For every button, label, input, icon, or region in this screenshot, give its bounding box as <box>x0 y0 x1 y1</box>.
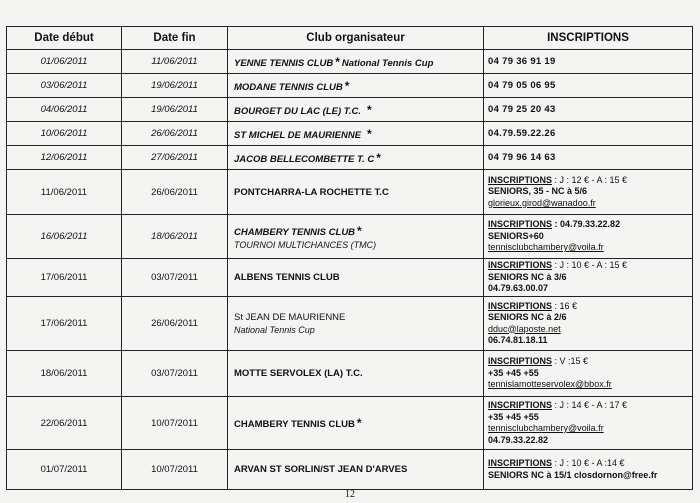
inscription-price: : J : 12 € - A : 15 € <box>552 174 628 185</box>
club-name: ARVAN ST SORLIN/ST JEAN D'ARVES <box>228 450 484 490</box>
club-name <box>228 297 484 351</box>
inscriptions-label: INSCRIPTIONS <box>488 458 553 468</box>
inscription-email[interactable]: dduc@laposte.net <box>488 323 561 334</box>
end-date: 27/06/2011 <box>122 146 228 170</box>
start-date: 17/06/2011 <box>7 297 122 351</box>
inscription-category: SENIORS NC à 15/1 closdornon@free.fr <box>488 469 658 480</box>
club-label: JACOB BELLECOMBETTE T. C <box>234 153 375 165</box>
end-date: 19/06/2011 <box>122 74 228 98</box>
start-date: 16/06/2011 <box>7 215 122 259</box>
start-date: 01/07/2011 <box>7 450 122 490</box>
star-marker: * <box>356 416 362 430</box>
end-date: 11/06/2011 <box>122 50 228 74</box>
tournament-table <box>6 26 693 490</box>
inscription-email[interactable]: tennisclubchambery@voila.fr <box>488 423 604 433</box>
inscriptions-label: INSCRIPTIONS <box>488 400 553 410</box>
header-end-date: Date fin <box>122 27 228 50</box>
start-date: 22/06/2011 <box>7 397 122 450</box>
inscriptions-label: INSCRIPTIONS <box>488 356 553 367</box>
club-name <box>228 74 484 98</box>
inscription-category: SENIORS, 35 - NC à 5/6 <box>488 186 588 197</box>
inscription-category: SENIORS NC à 2/6 <box>488 312 567 322</box>
table-row <box>7 297 693 351</box>
inscription-phone: 04 79 36 91 19 <box>484 50 693 74</box>
star-marker: * <box>335 54 340 69</box>
club-subtitle: National Tennis Cup <box>341 57 434 69</box>
inscription-phone: 04.79.59.22.26 <box>484 122 693 146</box>
club-name <box>228 146 484 170</box>
inscription-details <box>484 170 693 215</box>
club-label: ST MICHEL DE MAURIENNE <box>234 129 362 141</box>
inscription-phone: 04 79 96 14 63 <box>484 146 693 170</box>
end-date: 03/07/2011 <box>122 259 228 297</box>
table-row <box>7 50 693 74</box>
star-marker: * <box>367 102 372 117</box>
inscription-details <box>484 450 693 490</box>
club-name <box>228 98 484 122</box>
inscription-price: : 16 € <box>552 300 578 311</box>
star-marker: * <box>357 223 362 238</box>
club-name <box>228 122 484 146</box>
table-row <box>7 397 693 450</box>
start-date: 01/06/2011 <box>7 50 122 74</box>
table-row <box>7 170 693 215</box>
table-row <box>7 146 693 170</box>
inscriptions-label: INSCRIPTIONS <box>488 219 553 230</box>
inscription-email[interactable]: glorieux.girod@wanadoo.fr <box>488 197 596 208</box>
end-date: 10/07/2011 <box>122 450 228 490</box>
header-start-date: Date début <box>7 27 122 50</box>
club-label: St JEAN DE MAURIENNE <box>234 312 346 323</box>
inscription-email[interactable]: tennisclubchambery@voila.fr <box>488 242 604 253</box>
page-number: 12 <box>345 489 355 500</box>
inscription-category: +35 +45 +55 <box>488 411 539 422</box>
header-inscriptions: INSCRIPTIONS <box>484 27 693 50</box>
star-marker: * <box>367 126 372 141</box>
inscription-details <box>484 297 693 351</box>
start-date: 11/06/2011 <box>7 170 122 215</box>
table-row <box>7 450 693 490</box>
inscriptions-label: INSCRIPTIONS <box>488 174 553 185</box>
club-name: ALBENS TENNIS CLUB <box>228 259 484 297</box>
inscription-price: : V :15 € <box>552 356 589 367</box>
club-name: PONTCHARRA-LA ROCHETTE T.C <box>228 170 484 215</box>
end-date: 18/06/2011 <box>122 215 228 259</box>
inscription-phone: 04 79 25 20 43 <box>484 98 693 122</box>
inscription-category: SENIORS+60 <box>488 230 544 241</box>
inscription-category: +35 +45 +55 <box>488 367 539 378</box>
end-date: 26/06/2011 <box>122 122 228 146</box>
club-subtitle: National Tennis Cup <box>234 325 315 335</box>
club-label: BOURGET DU LAC (LE) T.C. <box>234 105 362 117</box>
inscription-details <box>484 259 693 297</box>
end-date: 26/06/2011 <box>122 297 228 351</box>
inscriptions-label: INSCRIPTIONS <box>488 260 553 271</box>
inscription-phone: 04 79 05 06 95 <box>484 74 693 98</box>
table-row <box>7 74 693 98</box>
club-label: CHAMBERY TENNIS CLUB <box>234 226 356 238</box>
inscription-category: SENIORS NC à 3/6 <box>488 271 567 282</box>
inscriptions-label: INSCRIPTIONS <box>488 300 553 311</box>
club-subtitle: TOURNOI MULTICHANCES (TMC) <box>234 239 377 250</box>
start-date: 18/06/2011 <box>7 351 122 397</box>
start-date: 17/06/2011 <box>7 259 122 297</box>
inscription-price: : J : 10 € - A : 15 € <box>552 260 628 271</box>
inscription-email[interactable]: tennislamotteservolex@bbox.fr <box>488 379 612 390</box>
end-date: 03/07/2011 <box>122 351 228 397</box>
table-row <box>7 259 693 297</box>
inscription-phone: 06.74.81.18.11 <box>488 335 548 345</box>
inscription-phone: 04.79.63.00.07 <box>488 283 549 294</box>
table-row <box>7 122 693 146</box>
club-name <box>228 50 484 74</box>
start-date: 12/06/2011 <box>7 146 122 170</box>
table-row <box>7 98 693 122</box>
end-date: 19/06/2011 <box>122 98 228 122</box>
start-date: 03/06/2011 <box>7 74 122 98</box>
club-label: MODANE TENNIS CLUB <box>234 81 343 93</box>
star-marker: * <box>376 150 381 165</box>
inscription-details <box>484 351 693 397</box>
club-name: MOTTE SERVOLEX (LA) T.C. <box>228 351 484 397</box>
start-date: 04/06/2011 <box>7 98 122 122</box>
header-club: Club organisateur <box>228 27 484 50</box>
inscription-price: : J : 14 € - A : 17 € <box>552 400 628 410</box>
end-date: 26/06/2011 <box>122 170 228 215</box>
club-label: CHAMBERY TENNIS CLUB <box>234 419 355 430</box>
inscription-phone: : 04.79.33.22.82 <box>552 219 621 230</box>
club-name <box>228 397 484 450</box>
table-row <box>7 351 693 397</box>
club-label: YENNE TENNIS CLUB <box>234 57 334 69</box>
inscription-details <box>484 397 693 450</box>
club-name <box>228 215 484 259</box>
end-date: 10/07/2011 <box>122 397 228 450</box>
tournament-sheet <box>6 26 692 490</box>
start-date: 10/06/2011 <box>7 122 122 146</box>
header-row <box>7 27 693 50</box>
inscription-details <box>484 215 693 259</box>
table-row <box>7 215 693 259</box>
inscription-phone: 04.79.33.22.82 <box>488 434 549 445</box>
inscription-price: : J : 10 € - A :14 € <box>552 458 625 468</box>
star-marker: * <box>344 78 350 93</box>
